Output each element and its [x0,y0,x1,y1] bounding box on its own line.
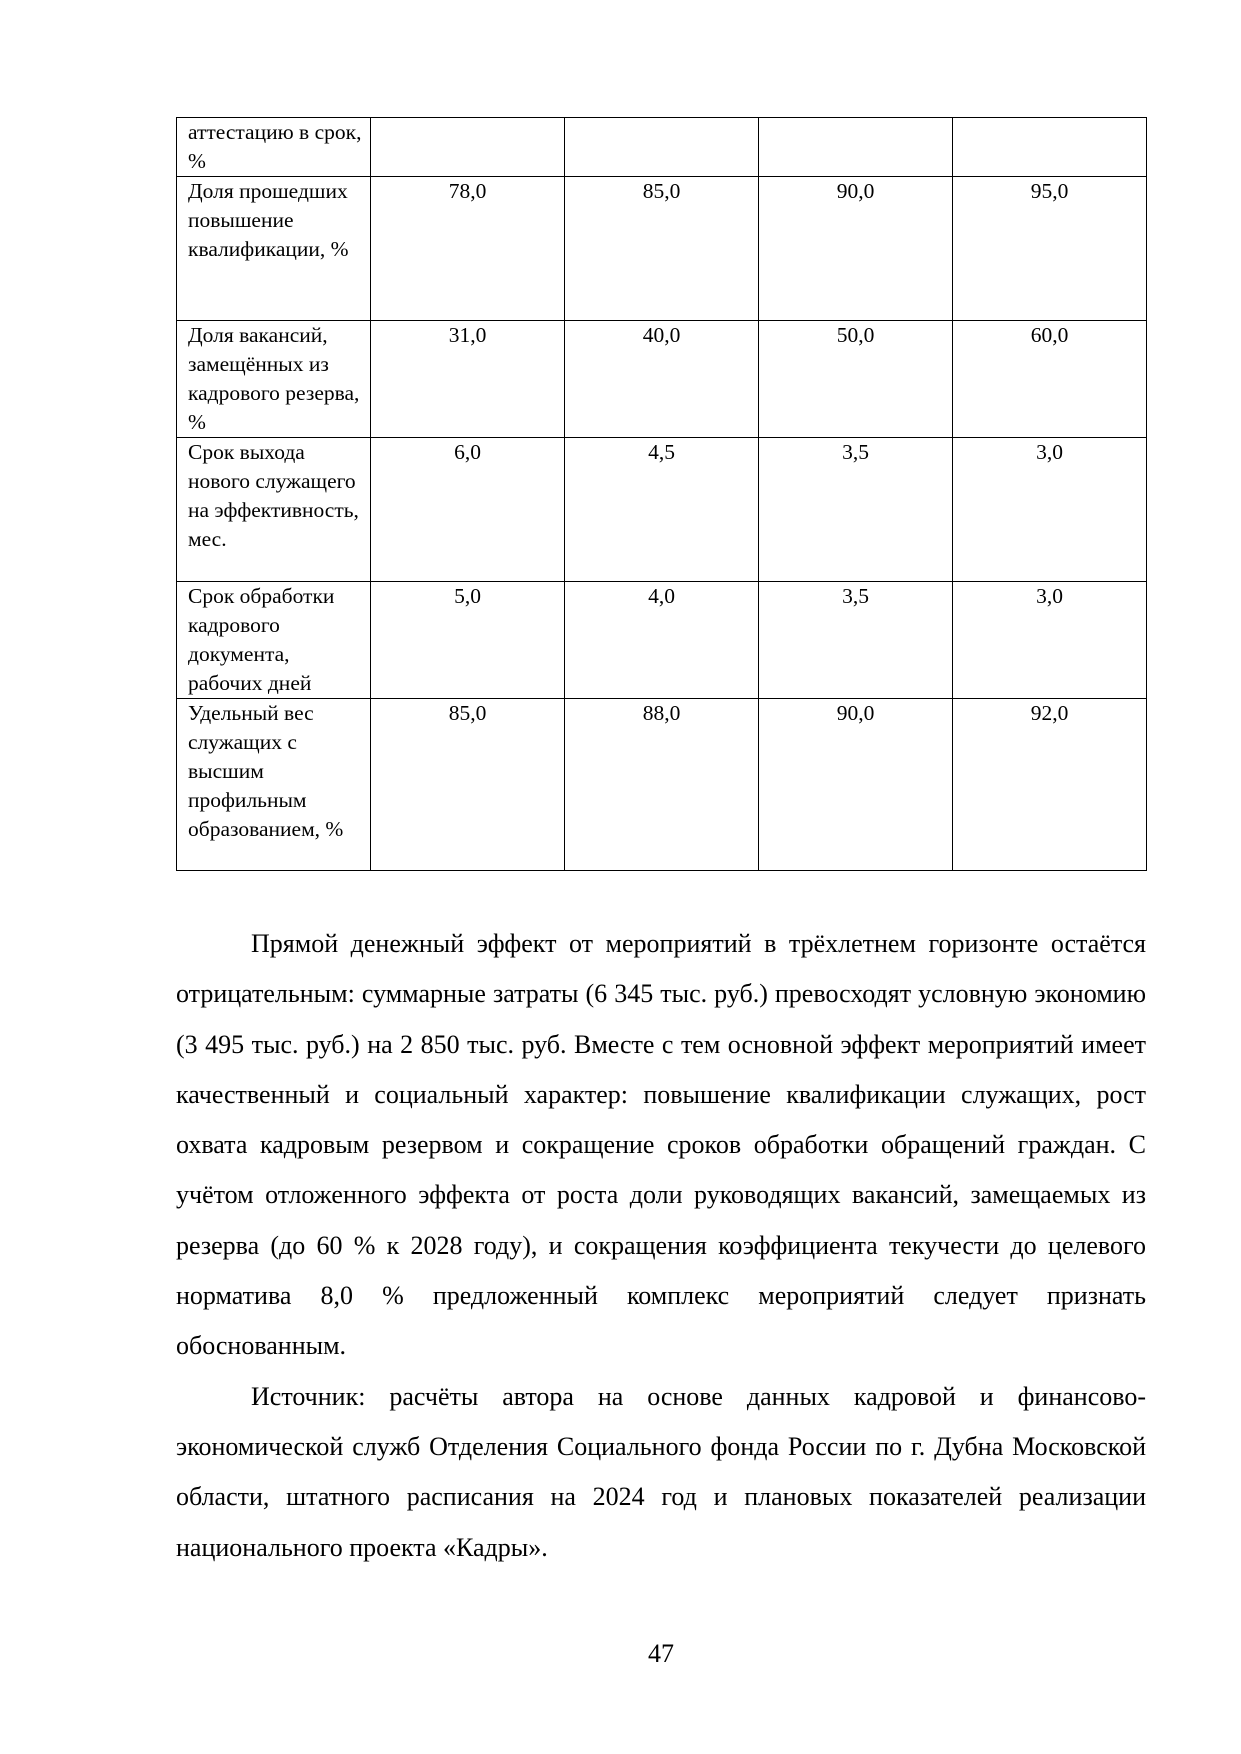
table-cell: 3,0 [953,582,1147,699]
table-cell: 95,0 [953,177,1147,321]
table-cell: 88,0 [565,699,759,871]
table-row [177,699,1147,871]
table-cell: 6,0 [371,438,565,582]
page-number: 47 [648,1639,674,1668]
conclusion-paragraph: Прямой денежный эффект от мероприятий в трёхлетнем горизонте остаётся отрицательным: суммарные затраты (6 345 тыс. руб.) превосходят условную экономию (3 495 тыс. руб.) на 2 850 тыс. руб. Вместе с тем основной эффект мероприятий имеет качественный и социальный характер: повышение квалификации служащих, рост охвата кадровым резервом и сокращение сроков обработки обращений граждан. С учётом отложенного эффекта от роста доли руководящих вакансий, замещаемых из резерва (до 60 % к 2028 году), и сокращения коэффициента текучести до целевого норматива 8,0 % предложенный комплекс мероприятий следует признать обоснованным. [176,929,1146,1361]
row-label: Доля прошедших повышение квалификации, % [177,177,371,321]
row-label: аттестацию в срок, % [177,118,371,177]
table-cell: 90,0 [759,699,953,871]
table-row [177,118,1147,177]
table-cell: 5,0 [371,582,565,699]
table-cell: 4,5 [565,438,759,582]
source-paragraph: Источник: расчёты автора на основе данных кадровой и финансово-экономической служб Отделения Социального фонда России по г. Дубна Московской области, штатного расписания на 2024 год и плановых показателей реализации национального проекта «Кадры». [176,1381,1146,1562]
table-cell: 60,0 [953,321,1147,438]
table-cell: 3,5 [759,582,953,699]
table-cell: 85,0 [371,699,565,871]
table-row [177,582,1147,699]
row-label: Удельный вес служащих с высшим профильным образованием, % [177,699,371,871]
table-cell: 50,0 [759,321,953,438]
table-cell: 31,0 [371,321,565,438]
table-cell [371,118,565,177]
table-cell: 85,0 [565,177,759,321]
table-cell: 90,0 [759,177,953,321]
table-cell [953,118,1147,177]
row-label: Срок обработки кадрового документа, рабочих дней [177,582,371,699]
indicators-table [176,117,1147,871]
table-row [177,438,1147,582]
row-label: Доля вакансий, замещённых из кадрового резерва, % [177,321,371,438]
table-row [177,321,1147,438]
table-cell: 92,0 [953,699,1147,871]
table-cell [759,118,953,177]
body-text [176,919,1146,1573]
table-cell: 78,0 [371,177,565,321]
table-row [177,177,1147,321]
table-cell: 3,5 [759,438,953,582]
table-cell: 3,0 [953,438,1147,582]
row-label: Срок выхода нового служащего на эффективность, мес. [177,438,371,582]
table-cell: 4,0 [565,582,759,699]
table-cell [565,118,759,177]
table-cell: 40,0 [565,321,759,438]
